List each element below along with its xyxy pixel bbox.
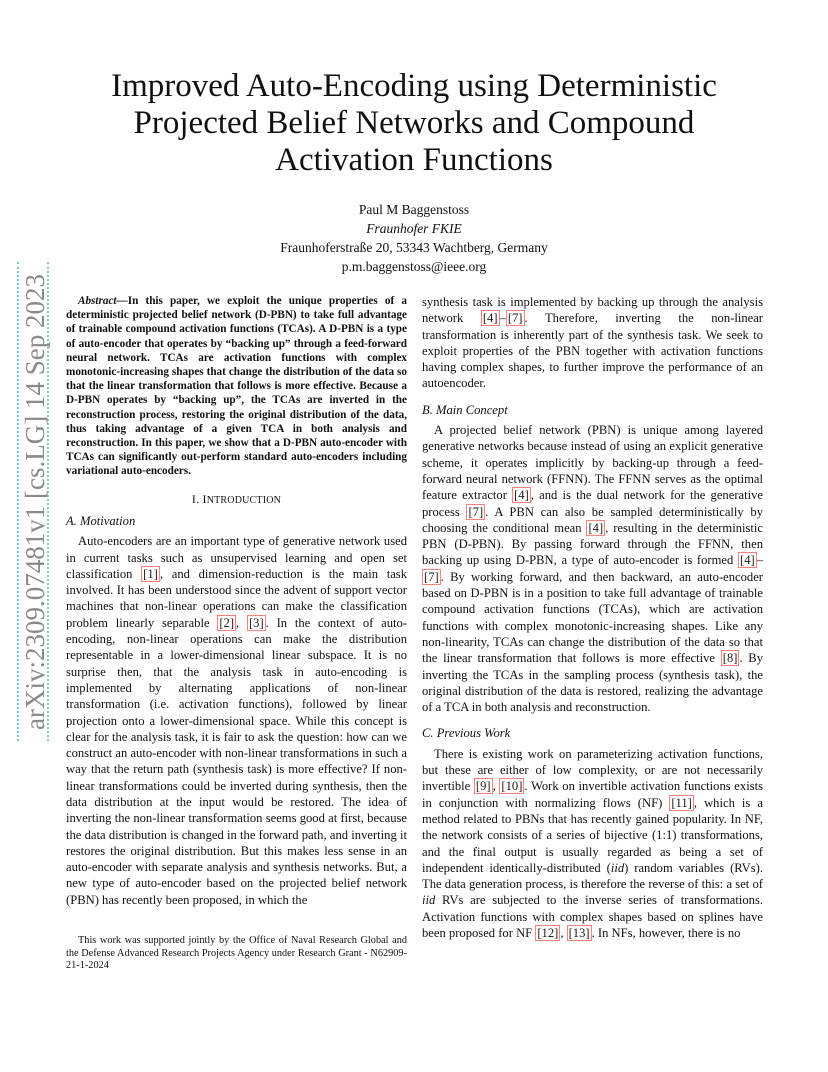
footnote: This work was supported jointly by the Office of Naval Research Global and the Defense Advanced Research Projects Agency under Research Grant - N62909-21-1-2024 xyxy=(66,935,407,972)
right-column xyxy=(422,294,763,941)
citation-link[interactable]: [4] xyxy=(740,553,755,568)
subsection-heading-motivation: A. Motivation xyxy=(66,513,136,528)
author-name: Paul M Baggenstoss xyxy=(358,202,470,217)
section-heading-introduction: I. INTRODUCTION xyxy=(191,491,282,506)
citation-link[interactable]: [7] xyxy=(507,311,523,326)
subsection-heading-previous-work: C. Previous Work xyxy=(422,726,511,741)
author-affiliation: Fraunhofer FKIE xyxy=(366,221,462,236)
arxiv-stamp-border-left xyxy=(17,262,19,741)
citation-link[interactable]: [4] xyxy=(482,311,498,326)
left-column xyxy=(66,294,407,908)
citation-link[interactable]: [3] xyxy=(248,615,264,630)
abstract-lead: Abstract xyxy=(78,295,117,307)
author-address: Fraunhoferstraße 20, 53343 Wachtberg, Germany xyxy=(280,240,548,255)
previous-work-paragraph: There is existing work on parameterizing activation functions, but these are either of low complexity, or are not necessarily invertible [9] , [10] . Work on invertible activation functions exists in conjunction with normalizing flows (NF) [11] , which is a method related to PBNs that has recently gained popularity. In NF, the network consists of a series of bijective (1:1) transformations, and the final output is usually regarded as being a set of independent identically-distributed (iid) random variables (RVs). The data generation process, is therefore the reverse of this: a set of iid RVs are subjected to the inverse series of transformations. Activation functions with complex shapes based on splines have been proposed for NF [12] , [13] . In NFs, however, there is no xyxy=(422,746,763,940)
main-concept-paragraph: A projected belief network (PBN) is unique among layered generative networks because instead of using an explicit generative scheme, it operates implicitly by backing-up through a feed-forward neural network (FFNN). The FFNN serves as the optimal feature extractor [4] , and is the dual network for the generative process [7] . A PBN can also be sampled deterministically by choosing the conditional mean [4] , resulting in the deterministic PBN (D-PBN). By passing forward through the FFNN, then backing up using D-PBN, a type of auto-encoder is formed [4] –[7] . By working forward, and then backward, an auto-encoder based on D-PBN is in a position to take full advantage of trainable compound activation functions (TCAs), which are activation functions with complex monotonic-increasing shapes. Like any non-linearity, TCAs can change the distribution of the data so that the linear transformation that follows is more effective [8] . By inverting the TCAs in the sampling process (synthesis task), the original distribution of the data is restored, realizing the advantage of a TCA in both analysis and reconstruction. xyxy=(422,423,764,715)
citation-link[interactable]: [7] xyxy=(468,504,484,519)
arxiv-stamp[interactable]: arXiv:2309.07481v1 [cs.LG] 14 Sep 2023 xyxy=(20,274,50,730)
citation-link[interactable]: [1] xyxy=(143,566,158,581)
citation-link[interactable]: [2] xyxy=(219,615,235,630)
citation-link[interactable]: [9] xyxy=(475,779,491,794)
abstract-text: —In this paper, we exploit the unique properties of a deterministic projected belief network (D-PBN) to take full advantage of trainable compound activation functions (TCAs). A D-PBN is a type of auto-encoder that operates by “backing up” through a feed-forward neural network. TCAs are activation functions with complex monotonic-increasing shapes that change the distribution of the data so that the linear transformation that follows is more effective. Because a D-PBN operates by “backing up”, the TCAs are inverted in the reconstruction process, restoring the original distribution of the data, thus taking advantage of a given TCA in both analysis and reconstruction. In this paper, we show that a D-PBN auto-encoder with TCAs can significantly out-perform standard auto-encoders including variational auto-encoders. xyxy=(66,295,407,478)
citation-link[interactable]: [8] xyxy=(722,651,738,666)
citation-link[interactable]: [4] xyxy=(588,520,604,535)
citation-link[interactable]: [10] xyxy=(501,779,523,794)
citation-link[interactable]: [13] xyxy=(568,925,590,940)
citation-link[interactable]: [12] xyxy=(537,925,559,940)
motivation-paragraph: Auto-encoders are an important type of generative network used in current tasks such as unsupervised learning and open set classification [1] , and dimension-reduction is the main task involved. It has been understood since the advent of support vector machines that non-linear operations can make the classification problem linearly separable [2] , [3] . In the context of auto-encoding, non-linear operations can make the distribution representable in a lower-dimensional linear subspace. It is no surprise then, that the analysis task in auto-encoding is implemented by alternating applications of non-linear transformation (i.e. activation functions), followed by linear projection onto a lower-dimensional space. While this concept is clear for the analysis task, it is fair to ask the question: how can we construct an auto-encoder with non-linear transformations in such a way that the return path (synthesis task) is more effective? If non-linear transformations could be inverted during synthesis, then the data distribution at the input would be restored. The idea of inverting the non-linear transformation seems good at first, because the data distribution is changed in the forward path, and inverting it restores the original distribution. But this makes less sense in an auto-encoder with separate analysis and synthesis networks. But, a new type of auto-encoder based on the projected belief network (PBN) has recently been proposed, in which the xyxy=(66,534,408,907)
citation-link[interactable]: [11] xyxy=(671,795,692,810)
abstract xyxy=(66,294,407,479)
author-block xyxy=(200,200,628,276)
citation-link[interactable]: [7] xyxy=(424,569,439,584)
citation-link[interactable]: [4] xyxy=(514,488,529,503)
paper-title: Improved Auto-Encoding using Deterministic Projected Belief Networks and Compound Activation Functions xyxy=(111,68,717,178)
continuation-paragraph: synthesis task is implemented by backing up through the analysis network [4] – [7] . Therefore, inverting the non-linear transformation is inherently part of the synthesis task. We seek to exploit properties of the PBN together with activation functions having complex shapes, to further improve the performance of an autoencoder. xyxy=(422,295,764,391)
author-email[interactable]: p.m.baggenstoss@ieee.org xyxy=(341,259,487,274)
subsection-heading-main-concept: B. Main Concept xyxy=(422,402,508,417)
